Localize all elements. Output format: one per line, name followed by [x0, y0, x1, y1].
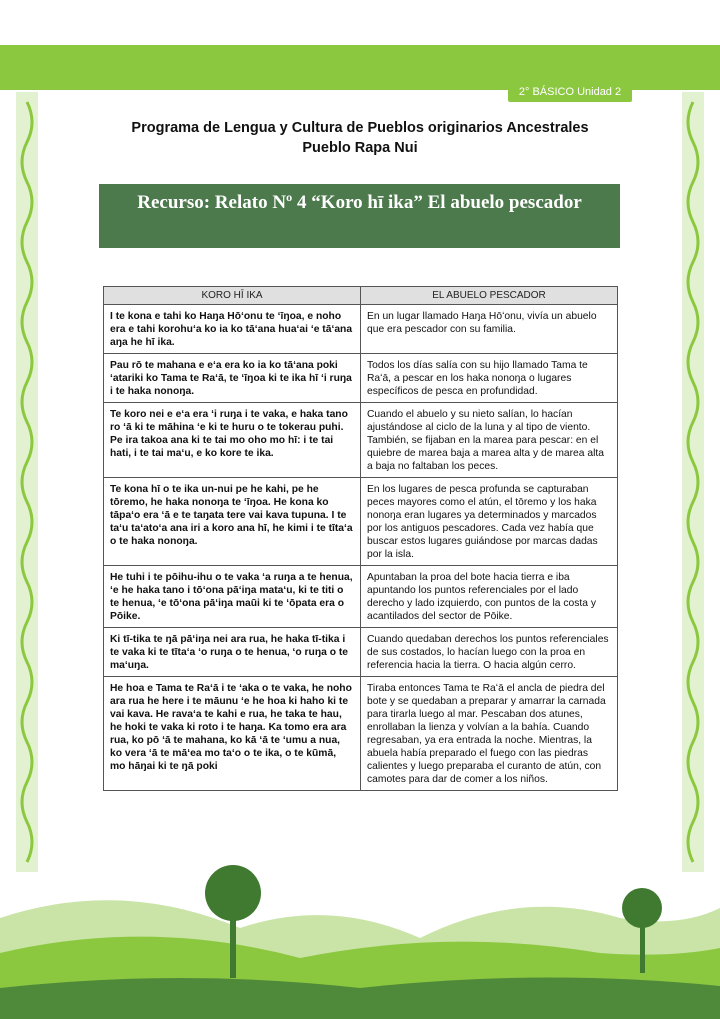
rapanui-cell: I te kona e tahi ko Haŋa Hōʻonu te ʻīŋoa, e noho era e tahi korohuʻa ko ia ko tāʻana huaʻai ʻe tāʻana aŋa he hī ika. — [104, 305, 361, 354]
landscape-illustration — [0, 858, 720, 1019]
program-title: Programa de Lengua y Cultura de Pueblos originarios Ancestrales — [131, 120, 589, 136]
table-row — [104, 305, 618, 354]
table-row — [104, 403, 618, 478]
spanish-cell: En un lugar llamado Haŋa Hōʻonu, vivía un abuelo que era pescador con su familia. — [361, 305, 618, 354]
rapanui-cell: He hoa e Tama te Raʻā i te ʻaka o te vaka, he noho ara rua he here i te māunu ʻe he hoa ki haho ki te vai kava. He ravaʻa te kahi e rua, he taka te hau, he hoki te vaka ki roto i te haŋa. Ka tomo era ara rua, ko pō ʻā te mahana, ko kā ʻā te ʻumu a nua, ko vera ʻā te māʻea mo taʻo o te ika, o te kūmā, mo hāŋai ki te ŋā poki — [104, 677, 361, 791]
table-row — [104, 628, 618, 677]
spanish-cell: Tiraba entonces Tama te Raʻā el ancla de piedra del bote y se quedaban a preparar y amarrar la carnada para tirarla luego al mar. Pescaban dos atunes, enrollaban la lienza y volvían a la bahía. Cuando regresaban, ya era entrada la noche. Mientras, la abuela había preparado el fuego con las piedras calientes y luego preparaba el curanto de atún, con camotes para dar de comer a los niños. — [361, 677, 618, 791]
spanish-cell: En los lugares de pesca profunda se capturaban peces mayores como el atún, el tōremo y los haka nonoŋa eran lugares ya determinados y marcados por los antiguos pescadores. Cada vez había que buscar estos lugares guiándose por marcas dadas por la isla. — [361, 478, 618, 566]
column-header-spanish: EL ABUELO PESCADOR — [361, 287, 618, 305]
spanish-cell: Cuando quedaban derechos los puntos referenciales de sus costados, lo hacían luego con la proa en referencia hacia la tierra. O hacia algún cerro. — [361, 628, 618, 677]
rapanui-cell: Pau rō te mahana e eʻa era ko ia ko tāʻana poki ʻatariki ko Tama te Raʻā, te ʻīŋoa ki te ika hī ʻi ruŋa i te haka nonoŋa. — [104, 354, 361, 403]
spanish-cell: Todos los días salía con su hijo llamado Tama te Raʻā, a pescar en los haka nonoŋa o lugares específicos de pesca en profundidad. — [361, 354, 618, 403]
people-title: Pueblo Rapa Nui — [302, 140, 418, 156]
rapanui-cell: Ki tī-tika te ŋā pāʻiŋa nei ara rua, he haka tī-tika i te vaka ki te tītaʻa ʻo ruŋa o te henua, ʻo ruŋa o te maʻuŋa. — [104, 628, 361, 677]
table-row — [104, 677, 618, 791]
table-row — [104, 566, 618, 628]
rapanui-cell: Te kona hī o te ika un-nui pe he kahi, pe he tōremo, he haka nonoŋa te ʻīŋoa. He kona ko tāpaʻo era ʻā e te taŋata tere vai kava tupuna. I te taʻu taʻatoʻa ana iri a koro ana hī, he kimi i te tītaʻa o te haka nonoŋa. — [104, 478, 361, 566]
right-decorative-border — [680, 92, 706, 872]
table-header-row — [104, 287, 618, 305]
grade-unit-badge: 2° BÁSICO Unidad 2 — [508, 82, 632, 102]
table-row — [104, 478, 618, 566]
left-decorative-border — [14, 92, 40, 872]
story-table — [103, 286, 618, 791]
page-header — [100, 118, 620, 158]
spanish-cell: Apuntaban la proa del bote hacia tierra e iba apuntando los puntos referenciales por el lado derecho y lado izquierdo, con puntos de la costa y acantilados del sector de Pōike. — [361, 566, 618, 628]
column-header-rapanui: KORO HĪ IKA — [104, 287, 361, 305]
resource-title: Recurso: Relato Nº 4 “Koro hī ika” El abuelo pescador — [137, 192, 582, 213]
rapanui-cell: He tuhi i te pōihu-ihu o te vaka ʻa ruŋa a te henua, ʻe he haka tano i tōʻona pāʻiŋa mataʻu, ki te titi o te henua, ʻe tōʻona pāʻiŋa maūi ki te ʻōpata era o Pōike. — [104, 566, 361, 628]
spanish-cell: Cuando el abuelo y su nieto salían, lo hacían ajustándose al ciclo de la luna y al tipo de viento. También, se fijaban en la marea para pescar: en el quiebre de marea baja a marea alta y de marea alta a baja no faltaban los peces. — [361, 403, 618, 478]
rapanui-cell: Te koro nei e eʻa era ʻi ruŋa i te vaka, e haka tano ro ʻā ki te māhina ʻe ki te huru o te tokerau puhi. Pe ira takoa ana ki te tai mo oho mo hī: i te tai hati, i te tai maʻu, e ko kore te ika. — [104, 403, 361, 478]
table-row — [104, 354, 618, 403]
